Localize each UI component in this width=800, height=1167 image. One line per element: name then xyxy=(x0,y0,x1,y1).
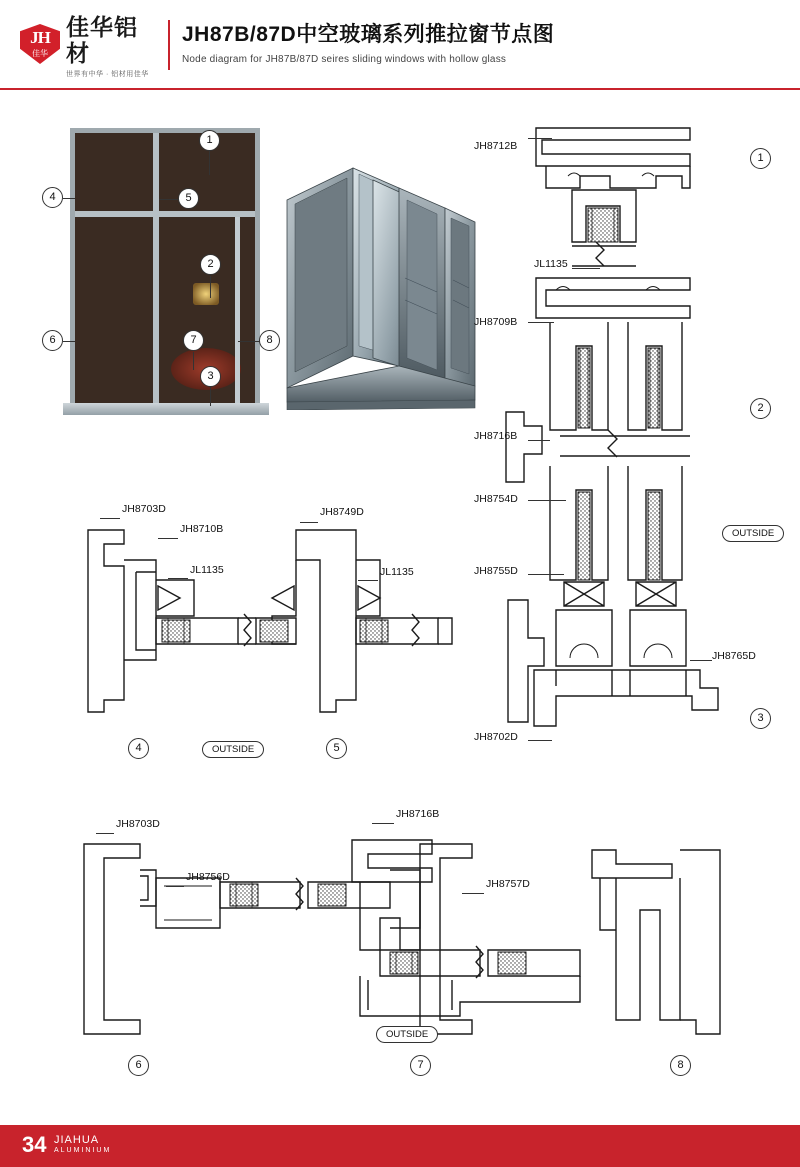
part-label-mid-jh8710b: JH8710B xyxy=(180,523,224,535)
header-divider xyxy=(168,20,170,70)
leader-line xyxy=(209,151,210,175)
leader-line xyxy=(528,138,552,139)
part-label-jh8765d: JH8765D xyxy=(712,650,756,662)
leader-line xyxy=(528,500,566,501)
outside-marker-middle: OUTSIDE xyxy=(202,741,264,758)
logo-mark-text: JH xyxy=(30,28,50,47)
leader-line xyxy=(210,276,211,298)
page-title: JH87B/87D中空玻璃系列推拉窗节点图 xyxy=(182,23,555,46)
isometric-assembly-drawing xyxy=(275,160,490,410)
header-rule xyxy=(0,88,800,90)
leader-line xyxy=(96,833,114,834)
leader-line xyxy=(63,198,75,199)
brand-logo xyxy=(20,13,152,78)
section-drawing-middle-row xyxy=(60,500,480,740)
logo-slogan: 世界有中华 · 铝材用佳华 xyxy=(66,70,149,78)
leader-line xyxy=(100,518,120,519)
section-callout-7[interactable]: 7 xyxy=(410,1055,431,1076)
header-title-group xyxy=(182,20,554,65)
leader-line xyxy=(462,893,484,894)
part-label-bot-jh8756d: JH8756D xyxy=(186,871,230,883)
callout-8[interactable]: 8 xyxy=(259,330,280,351)
leader-line xyxy=(528,740,552,741)
window-product-photo xyxy=(70,128,260,410)
footer-brand: JIAHUA xyxy=(54,1134,100,1146)
section-callout-8[interactable]: 8 xyxy=(670,1055,691,1076)
callout-1[interactable]: 1 xyxy=(199,130,220,151)
leader-line xyxy=(372,823,394,824)
section-callout-2[interactable]: 2 xyxy=(750,398,771,419)
part-label-jh8709b: JH8709B xyxy=(474,316,518,328)
callout-7[interactable]: 7 xyxy=(183,330,204,351)
part-label-bot-jh8716b: JH8716B xyxy=(396,808,440,820)
callout-6[interactable]: 6 xyxy=(42,330,63,351)
section-callout-3[interactable]: 3 xyxy=(750,708,771,729)
part-label-mid-jh8749d: JH8749D xyxy=(320,506,364,518)
part-label-jh8716b: JH8716B xyxy=(474,430,518,442)
part-label-jh8702d: JH8702D xyxy=(474,731,518,743)
leader-line xyxy=(528,574,564,575)
part-label-jh8755d: JH8755D xyxy=(474,565,518,577)
leader-line xyxy=(193,352,194,370)
leader-line xyxy=(528,322,554,323)
callout-5[interactable]: 5 xyxy=(178,188,199,209)
leader-line xyxy=(572,268,600,269)
section-callout-4[interactable]: 4 xyxy=(128,738,149,759)
part-label-mid-jl1135-right: JL1135 xyxy=(380,566,414,578)
leader-line xyxy=(159,199,179,200)
part-label-bot-jh8703d: JH8703D xyxy=(116,818,160,830)
leader-line xyxy=(158,538,178,539)
page-number: 34 xyxy=(22,1132,47,1157)
logo-company-name: 佳华铝材 xyxy=(66,13,138,66)
leader-line xyxy=(690,660,712,661)
section-callout-6[interactable]: 6 xyxy=(128,1055,149,1076)
part-label-mid-jl1135-left: JL1135 xyxy=(190,564,224,576)
outside-marker-bottom: OUTSIDE xyxy=(376,1026,438,1043)
leader-line xyxy=(166,886,184,887)
part-label-jh8712b: JH8712B xyxy=(474,140,518,152)
section-callout-5[interactable]: 5 xyxy=(326,738,347,759)
outside-marker-right: OUTSIDE xyxy=(722,525,784,542)
callout-4[interactable]: 4 xyxy=(42,187,63,208)
footer-brand-sub: ALUMINIUM xyxy=(54,1147,112,1154)
jiahua-logo-icon xyxy=(20,24,60,68)
leader-line xyxy=(300,522,318,523)
leader-line xyxy=(168,578,188,579)
part-label-jl1135: JL1135 xyxy=(534,258,568,270)
page-header xyxy=(0,0,800,88)
leader-line xyxy=(238,341,260,342)
part-label-mid-jh8703d: JH8703D xyxy=(122,503,166,515)
callout-2[interactable]: 2 xyxy=(200,254,221,275)
leader-line xyxy=(63,341,75,342)
logo-mark-cn: 佳华 xyxy=(32,49,48,58)
part-label-bot-jh8757d: JH8757D xyxy=(486,878,530,890)
page-footer xyxy=(0,1125,800,1167)
leader-line xyxy=(358,580,378,581)
section-drawing-right-column xyxy=(460,110,800,790)
page-subtitle: Node diagram for JH87B/87D seires sliding windows with hollow glass xyxy=(182,54,507,65)
section-callout-1[interactable]: 1 xyxy=(750,148,771,169)
section-drawing-bottom-row xyxy=(60,820,740,1040)
callout-3[interactable]: 3 xyxy=(200,366,221,387)
leader-line xyxy=(528,440,550,441)
part-label-jh8754d: JH8754D xyxy=(474,493,518,505)
